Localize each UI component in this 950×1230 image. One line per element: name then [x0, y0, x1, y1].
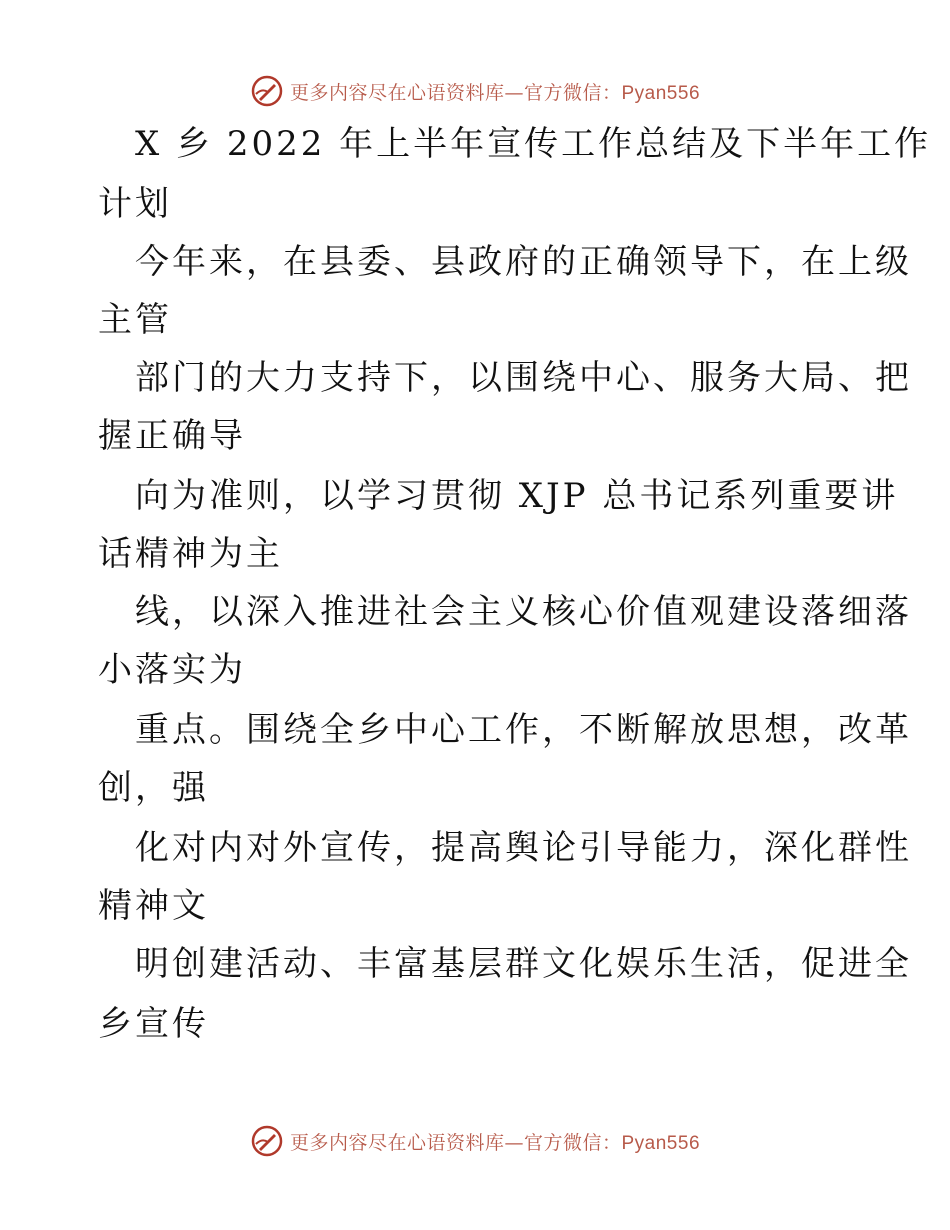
pen-logo-icon [250, 1124, 284, 1158]
body-line: 明创建活动、丰富基层群文化娱乐生活，促进全 [135, 944, 912, 984]
body-line: 话精神为主 [98, 534, 283, 574]
footer-watermark [0, 1121, 950, 1161]
pen-logo-icon [250, 74, 284, 108]
body-line: 握正确导 [98, 416, 246, 456]
body-line: 精神文 [98, 886, 209, 926]
body-line: 小落实为 [98, 650, 246, 690]
body-line: 创，强 [98, 768, 209, 808]
body-line: 计划 [98, 184, 172, 224]
body-line: 向为准则，以学习贯彻 XJP 总书记系列重要讲 [135, 476, 899, 516]
body-line: 今年来，在县委、县政府的正确领导下，在上级 [135, 242, 912, 282]
body-line: 重点。围绕全乡中心工作，不断解放思想，改革 [135, 710, 912, 750]
body-line: X 乡 2022 年上半年宣传工作总结及下半年工作 [135, 124, 932, 164]
body-line: 化对内对外宣传，提高舆论引导能力，深化群性 [135, 828, 912, 868]
body-line: 主管 [98, 300, 172, 340]
header-watermark [0, 71, 950, 111]
watermark-text: 更多内容尽在心语资料库—官方微信：Pyan556 [289, 1131, 701, 1154]
body-line: 部门的大力支持下，以围绕中心、服务大局、把 [135, 358, 912, 398]
watermark-text: 更多内容尽在心语资料库—官方微信：Pyan556 [289, 81, 701, 104]
body-line: 乡宣传 [98, 1004, 209, 1044]
body-line: 线，以深入推进社会主义核心价值观建设落细落 [135, 592, 912, 632]
